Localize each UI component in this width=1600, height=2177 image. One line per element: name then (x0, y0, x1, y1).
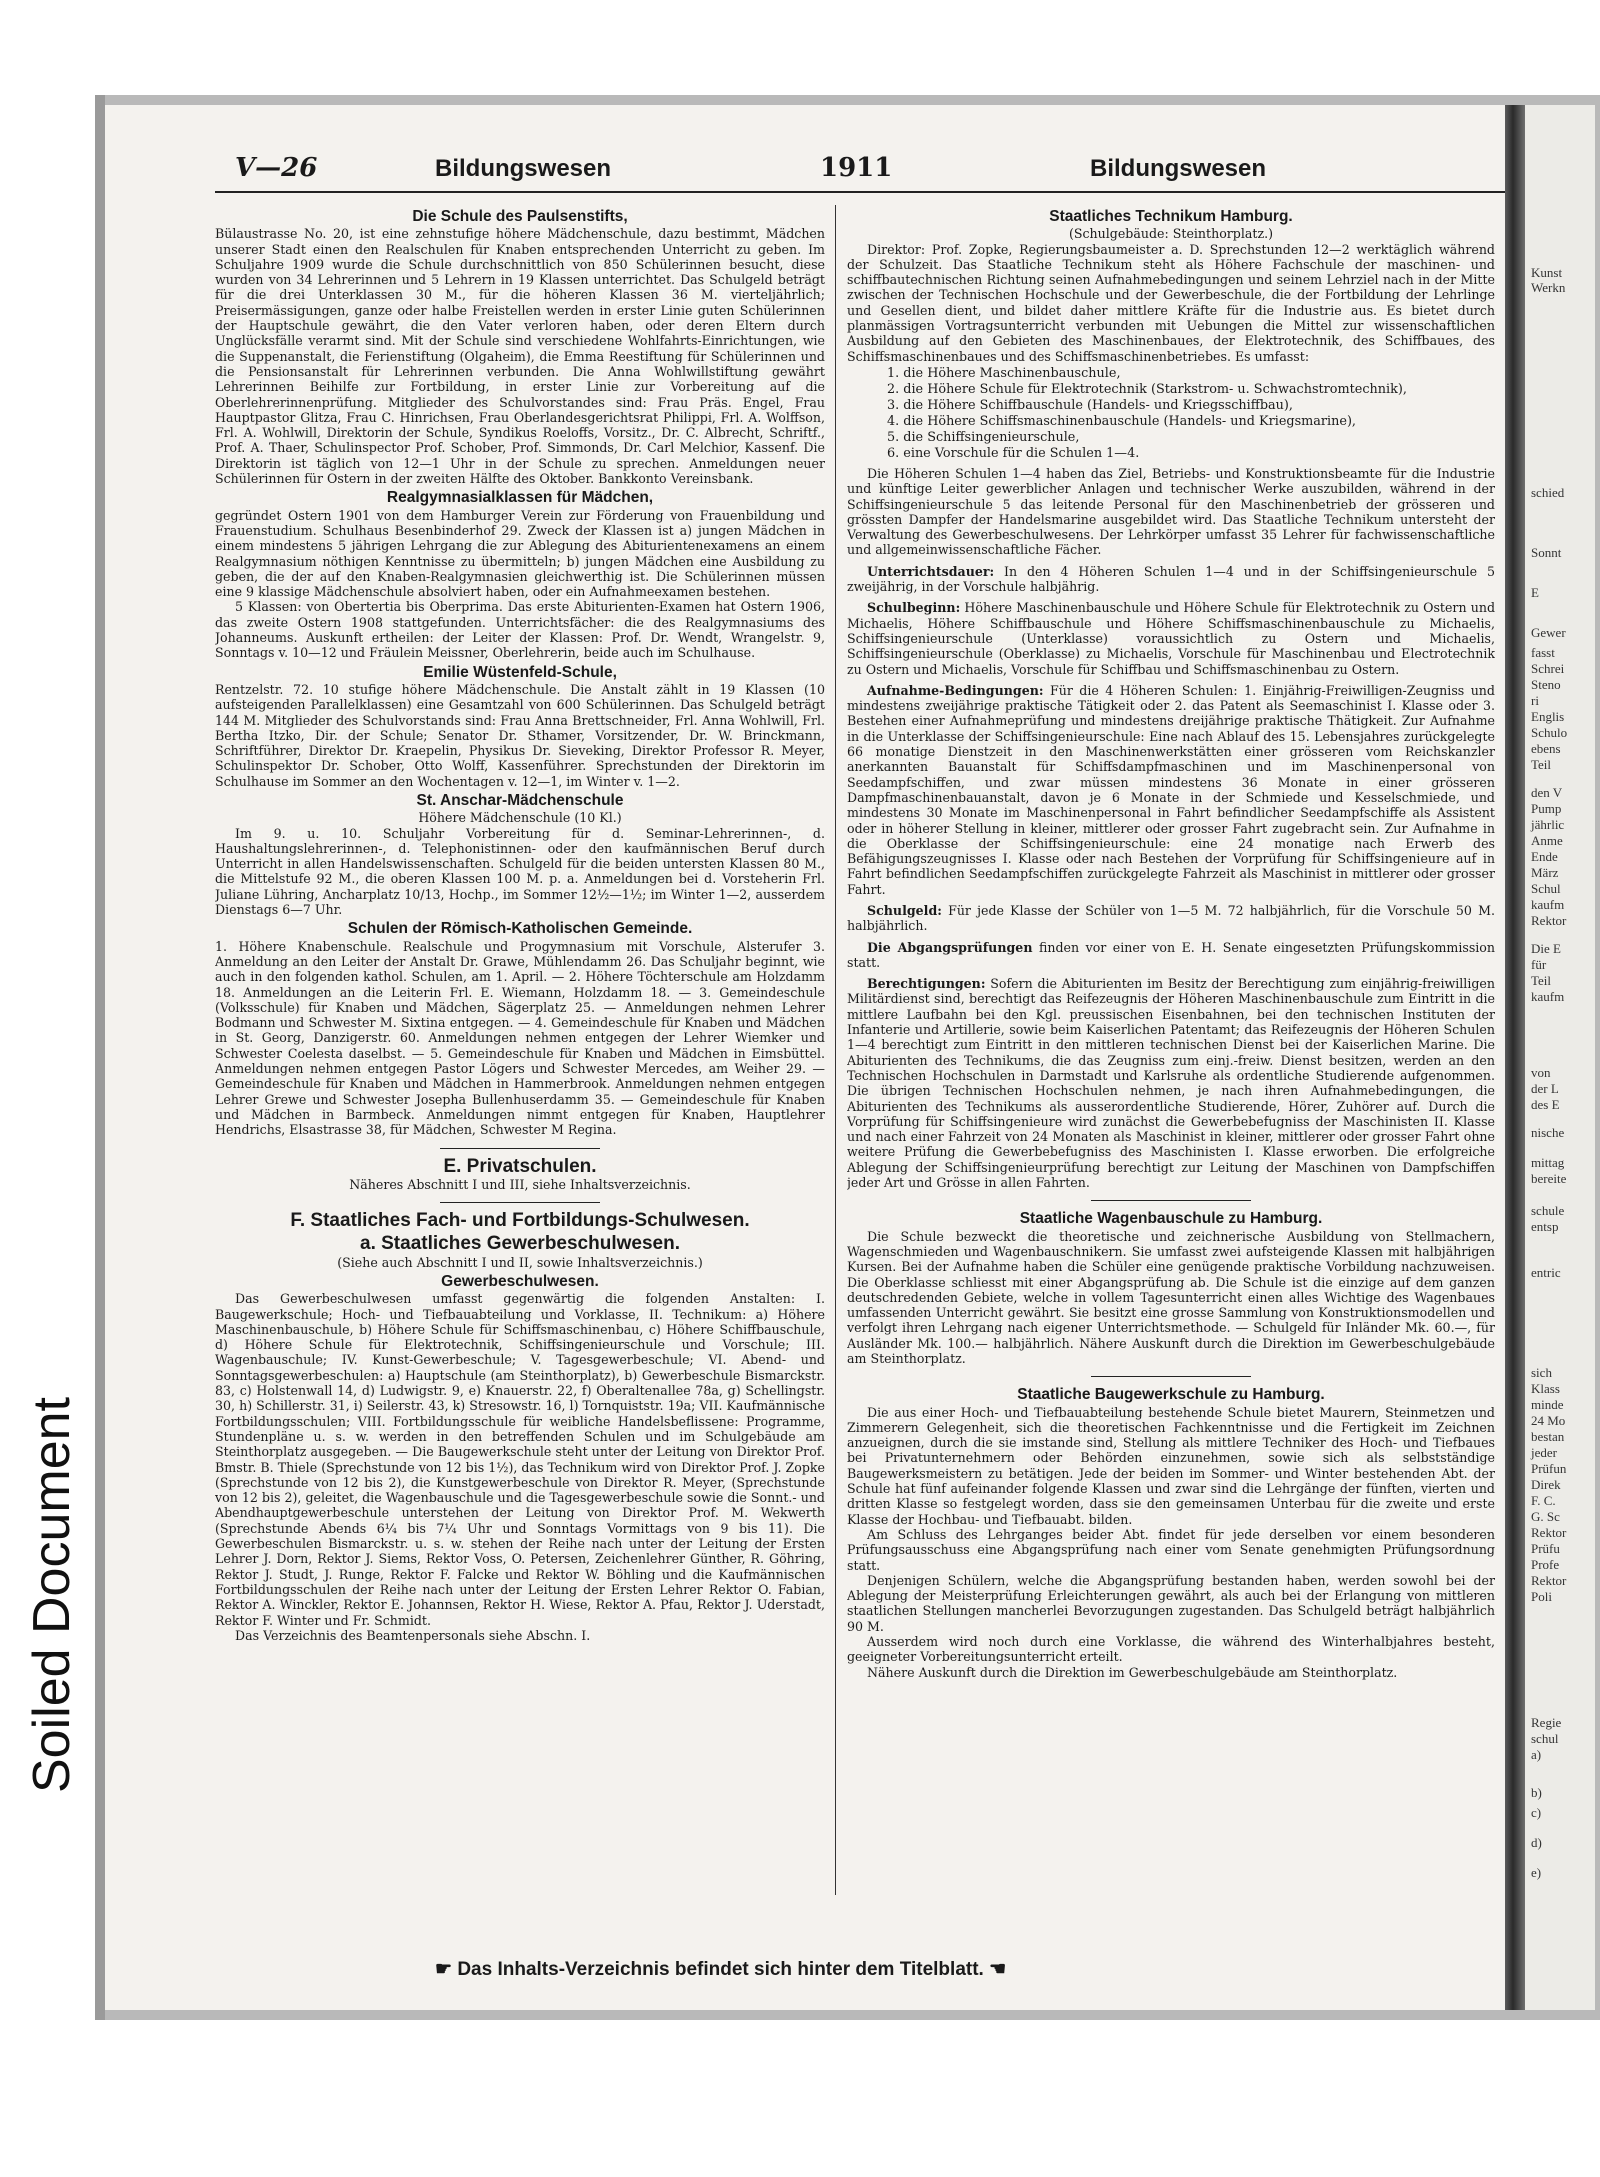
paragraph: 1. Höhere Knabenschule. Realschule und Progymnasium mit Vorschule, Alsterufer 3. Anmeldung an den Leiter der Anstalt Dr. Grawe, Mühlendamm 26. Das Schuljahr beginnt, wie auch in den folgenden kathol. Schulen, am 1. April. — 2. Höhere Töchterschule am Holzdamm 18. Anmeldungen an die Leiterin Frl. E. Wiemann, Holzdamm 18. — 3. Gemeindeschule (Volksschule) für Knaben und Mädchen, Sägerplatz 25. — Anmeldungen nehmen Lehrer Bodmann und Schwester M. Sixtina entgegen. — 4. Gemeindeschule für Knaben und Mädchen in St. Georg, Danzigerstr. 60. Anmeldungen nehmen entgegen der Lehrer Wiemker und Schwester Coelesta daselbst. — 5. Gemeindeschule für Knaben und Mädchen in Eimsbüttel. Anmeldungen nehmen entgegen Pastor Lögers und Schwester Mercedes, am Weiher 29. — Gemeindeschule für Knaben und Mädchen in Hammerbrook. Anmeldungen nehmen entgegen Lehrer Grewe und Schwester Josepha Bullenhuserdamm 35. — Gemeindeschule für Knaben und Mädchen in Barmbeck. Anmeldungen nimmt entgegen für Knaben, Hauptlehrer Hendrichs, Elsastrasse 38, für Mädchen, Schwester M Regina. (215, 938, 825, 1138)
running-title-left: Bildungswesen (435, 155, 612, 182)
adjacent-page-fragment: Gewer (1531, 625, 1566, 640)
paragraph (847, 903, 1495, 934)
adjacent-page-fragment: Poli (1531, 1589, 1552, 1604)
adjacent-page-fragment: jährlic (1531, 817, 1565, 832)
adjacent-page-fragment: Schul (1531, 881, 1561, 896)
section-heading: E. Privatschulen. (443, 1155, 597, 1177)
adjacent-page-fragment: c) (1531, 1805, 1542, 1820)
adjacent-page-fragment: von (1531, 1065, 1551, 1080)
paragraph: Direktor: Prof. Zopke, Regierungsbaumeister a. D. Sprechstunden 12—2 werktäglich während der Schulzeit. Das Staatliche Technikum steht als Höhere Fachschule der maschinen- und schiffbautechnischen Richtung seinen Aufnahmebedingungen und seinem Lehrziel nach in der Mitte zwischen der Technischen Hochschule und der Gewerbeschule, die der Fortbildung der Lehrlinge und Gesellen dient, und bildet daher mittlere Kräfte für die Industrie aus. Es bietet durch planmässigen Vortragsunterricht verbunden mit Uebungen die Mittel zur wissenschaftlichen Ausbildung auf den Gebieten des Maschinenbaues, der Elektrotechnik, des Schiffbaues, des Schiffsmaschinenbaues und des Schiffsmaschinenbetriebes. Es umfasst: (847, 241, 1495, 364)
label: Schulbeginn: (867, 600, 961, 616)
list-item: 6. eine Vorschule für die Schulen 1—4. (887, 445, 1140, 461)
adjacent-page-fragment: minde (1531, 1397, 1564, 1412)
adjacent-page-fragment: März (1531, 865, 1559, 880)
pointing-hand-left-icon: ☛ (435, 1959, 453, 1980)
note: (Siehe auch Abschnitt I und II, sowie Inhaltsverzeichnis.) (337, 1254, 703, 1270)
page-number: V—26 (235, 153, 318, 183)
adjacent-page-fragment: Rektor (1531, 913, 1567, 928)
paragraph: Am Schluss des Lehrganges beider Abt. findet für jede derselben vor einem besonderen Prüfungsausschuss eine Abgangsprüfung nach einer vom Senate genehmigten Prüfungsordnung statt. (847, 1526, 1495, 1573)
text: In den 4 Höheren Schulen 1—4 und in der Schiffsingenieurschule 5 zweijährig, in der Vorschule halbjährig. (847, 563, 1495, 595)
section-title: Staatliche Baugewerkschule zu Hamburg. (1017, 1386, 1325, 1404)
paragraph: Bülaustrasse No. 20, ist eine zehnstufige höhere Mädchenschule, dazu bestimmt, Mädchen unserer Stadt einen den Realschulen für Knaben entsprechenden Unterricht zu geben. Im Schuljahre 1909 wurde die Schule durchschnittlich von 850 Schülerinnen besucht, diese wurden von 34 Lehrerinnen und 5 Lehrern in 19 Klassen unterrichtet. Das Schulgeld beträgt für die drei Unterklassen 30 M., für die höheren Klassen 36 M. vierteljährlich; Preisermässigungen, ganze oder halbe Freistellen werden in erster Linie guten Schülerinnen der Hauptschule gewährt, die den Vater verloren haben, oder deren Eltern durch Unglücksfälle verarmt sind. Mit der Schule sind verschiedene Wohlfahrts-Einrichtungen, wie die Suppenanstalt, die Ferienstiftung (Olgaheim), die Emma Reestiftung für Schülerinnen und die Pensionsanstalt für Lehrerinnen verbunden. Die Anna Wohlwillstiftung gewährt Lehrerinnen Beihilfe zur Fortbildung, in erster Linie zur Vorbereitung auf die Oberlehrerinnenprüfung. Mitglieder des Schulvorstandes sind: Frau Präs. Engel, Frau Hauptpastor Glitza, Frau C. Hinrichsen, Frau Oberlandesgerichtsrat Philippi, Frl. A. Wolffson, Frl. A. Wohlwill, Direktorin der Schule, Syndikus Roeloffs, Vorsitz., Dr. C. Albrecht, Schriftf., Prof. A. Thaer, Schulinspector Prof. Schober, Prof. Simmonds, Dr. Carl Melchior, Kassenf. Die Direktorin ist täglich von 12—1 Uhr in der Schule zu sprechen. Anmeldungen neuer Schülerinnen für Ostern in der zweiten Hälfte des Oktober. Bankkonto Vereinsbank. (215, 226, 825, 487)
adjacent-page-fragment: d) (1531, 1835, 1542, 1850)
adjacent-page-fragment: ebens (1531, 741, 1561, 756)
adjacent-page-fragment: Englis (1531, 709, 1565, 724)
right-column (847, 205, 1495, 1980)
section-title: Schulen der Römisch-Katholischen Gemeinde. (347, 920, 693, 938)
divider (440, 1148, 600, 1149)
adjacent-page-fragment: Teil (1531, 757, 1552, 772)
footer-text: Das Inhalts-Verzeichnis befindet sich hinter dem Titelblatt. (457, 1959, 984, 1980)
paragraph: Nähere Auskunft durch die Direktion im Gewerbeschulgebäude am Steinthorplatz. (867, 1664, 1398, 1680)
adjacent-page-fragment: bereite (1531, 1171, 1567, 1186)
paragraph: Rentzelstr. 72. 10 stufige höhere Mädchenschule. Die Anstalt zählt in 19 Klassen (10 aufsteigenden Parallelklassen) eine Gesamtzahl von 600 Schülerinnen. Das Schulgeld beträgt 144 M. Mitglieder des Schulvorstands sind: Frau Anna Brettschneider, Frl. Anna Wohlwill, Frl. Bertha Itzko, Dir. der Schule; Senator Dr. Sthamer, Vorsitzender, Dr. W. Brinckmann, Schriftführer, Direktor Dr. Kraepelin, Physikus Dr. Sieveking, Direktor Professor R. Meyer, Schulinspektor Dr. Schober, Otto Wolff, Kassenführer. Sprechstunden der Direktorin im Schulhause im Sommer an den Wochentagen v. 12—1, im Winter v. 1—2. (215, 681, 825, 789)
adjacent-page-fragment: b) (1531, 1785, 1542, 1800)
paragraph: Denjenigen Schülern, welche die Abgangsprüfung bestanden haben, werden sowohl bei der Ablegung der Meisterprüfung Erleichterungen gewährt, als auch bei der Erlangung von mittleren staatlichen Stellungen mancherlei Bevorzugungen zugestanden. Das Schulgeld beträgt halbjährlich 90 M. (847, 1572, 1495, 1634)
adjacent-page-fragment: schied (1531, 485, 1565, 500)
text: finden vor einer von E. H. Senate eingesetzten Prüfungskommission statt. (847, 939, 1495, 970)
list-item: 5. die Schiffsingenieurschule, (887, 429, 1080, 445)
divider (1091, 1200, 1251, 1201)
adjacent-page-fragment: Klass (1531, 1381, 1560, 1396)
section-title: Staatliche Wagenbauschule zu Hamburg. (1019, 1210, 1323, 1228)
stamp-text: Soiled Document (23, 1397, 81, 1793)
label: Berechtigungen: (867, 976, 986, 992)
section-title: St. Anschar-Mädchenschule (416, 791, 624, 809)
paragraph: Die Schule bezweckt die theoretische und zeichnerische Ausbildung von Stellmachern, Wagenschmieden und Wagenbauschnikern. Sie umfasst zwei aufsteigende Klassen mit halbjährigen Kursen. Bei der Aufnahme haben die Schüler eine genügende praktische Vorbildung nachzuweisen. Die Oberklasse schliesst mit einer Abgangsprüfung ab. Die Schule ist die einzige auf dem ganzen deutschredenden Gebiete, welche in vollem Tagesunterricht einen alles Wichtige des Wagenbaues umfassenden Unterricht gewährt. Sie besitzt eine grosse Sammlung von Konstruktionsmodellen und verfolgt ihren Lehrgang nach eigener Unterrichtsmethode. — Schulgeld für Inländer Mk. 60.—, für Ausländer Mk. 100.— halbjährlich. Nähere Auskunft durch die Direktion im Gewerbeschulgebäude am Steinthorplatz. (847, 1228, 1495, 1366)
section-title: Realgymnasialklassen für Mädchen, (386, 489, 654, 507)
adjacent-page-fragment: Profe (1531, 1557, 1560, 1572)
list-item: 2. die Höhere Schule für Elektrotechnik (Starkstrom- u. Schwachstromtechnik), (887, 381, 1407, 397)
adjacent-page-fragment: entsp (1531, 1219, 1559, 1234)
adjacent-page-fragment: 24 Mo (1531, 1413, 1566, 1428)
paragraph (847, 564, 1495, 595)
adjacent-page-fragment: Anme (1531, 833, 1563, 848)
left-column (215, 205, 825, 1980)
paragraph (847, 683, 1495, 897)
adjacent-page-fragment: sich (1531, 1365, 1552, 1380)
running-title-right: Bildungswesen (1090, 155, 1267, 182)
adjacent-page-fragment: Schrei (1531, 661, 1565, 676)
adjacent-page-fragment: bestan (1531, 1429, 1565, 1444)
text: Höhere Maschinenbauschule und Höhere Schule für Elektrotechnik zu Ostern und Michaelis, Höhere Schiffbauschule und Höhere Schiffsmaschinenbauschule zu Michaelis, Schiffsingenieurschule (Unterklasse) voraussichtlich zu Ostern und Michaelis, Schiffsingenieurschule (Oberklasse) zu Michaelis, Vorschule für Maschinenbau und Electrotechnik zu Ostern und Michaelis, Vorschule für Schiffbau und Schiffsmaschinenbau zu Ostern. (847, 600, 1495, 677)
adjacent-page-fragment: Kunst (1531, 265, 1563, 280)
adjacent-page-fragment: E (1531, 585, 1539, 600)
adjacent-page-fragment: a) (1531, 1747, 1542, 1762)
adjacent-page-fragment: kaufm (1531, 897, 1565, 912)
adjacent-page-fragment: Regie (1531, 1715, 1562, 1730)
section-title: Gewerbeschulwesen. (441, 1273, 599, 1290)
text: Sofern die Abiturienten im Besitz der Berechtigung zum einjährig-freiwilligen Militärdienst sind, berechtigt das Reifezeugnis der Höheren Maschinenbauschule zum Eintritt in die mittlere Laufbahn bei den Kgl. preussischen Eisenbahnen, bei den technischen Instituten der Infanterie und Artillerie, sowie beim Kaiserlichen Patentamt; das Reifezeugnis der Höheren Schulen 1—4 berechtigt zum Eintritt in den mittleren technischen Dienst bei der Kaiserlichen Marine. Die Abiturienten des Technikums, die das Zeugniss zum einj.-freiw. Dienst besitzen, werden an den Technischen Hochschulen in Darmstadt und Karlsruhe als ordentliche Studierende aufgenommen. Die übrigen Technischen Hochschulen nehmen, je nach ihren Aufnahmebedingungen, die Abiturienten des Technikums als ausserordentliche Studierende, Hörer, Zuhörer auf. Durch die Vorprüfung für Schiffsingenieure wird zunächst die Gewerbebefugniss der Maschinisten II. Klasse und nach einer Fahrzeit von 24 Monaten als Maschinist in kleiner, mittlerer oder grosser Fahrt ohne weitere Prüfung die Gewerbebefugniss des Maschinisten I. Klasse erworben. Die erfolgreiche Ablegung der Schiffsingenieurprüfung berechtigt zur Leitung der Maschinen von Dampfschiffen jeder Art und Grösse in allen Fahrten. (847, 976, 1495, 1191)
adjacent-page-fragment: Prüfun (1531, 1461, 1567, 1476)
adjacent-page-fragment: für (1531, 957, 1547, 972)
section-title: Emilie Wüstenfeld-Schule, (423, 663, 617, 681)
paragraph: Das Gewerbeschulwesen umfasst gegenwärtig die folgenden Anstalten: I. Baugewerkschule; Hoch- und Tiefbauabteilung und Vorklasse, II. Technikum: a) Höhere Maschinenbauschule, b) Höhere Schule für Schiffsmaschinenbau, c) Höhere Schiffbauschule, d) Höhere Schule für Elektrotechnik, Schiffsingenieurschule und Vorschule; III. Wagenbauschule; IV. Kunst-Gewerbeschule; V. Tagesgewerbeschule; VI. Abend- und Sonntagsgewerbeschulen: a) Hauptschule (am Steinthorplatz), b) Gewerbeschule Bismarckstr. 83, c) Holstenwall 14, d) Ludwigstr. 9, e) Knauerstr. 22, f) Oberaltenallee 78a, g) Schellingstr. 30, h) Schillerstr. 31, i) Seilerstr. 43, k) Stresowstr. 16, l) Tornquiststr. 19a; VII. Kaufmännische Fortbildungsschulen; VIII. Fortbildungsschule für weibliche Handelsbeflissene: Programme, Stundenpläne u. s. w. werden in den betreffenden Schulen und im Schulgebäude am Steinthorplatz ausgegeben. — Die Baugewerkschule steht unter der Leitung von Direktor Prof. Bmstr. B. Thiele (Sprechstunde von 12 bis 1½), das Technikum wird von Direktor Prof. J. Zopke (Sprechstunde von 12 bis 2), die Kunstgewerbeschule von Direktor R. Meyer, (Sprechstunde von 12 bis 2), geleitet, die Wagenbauschule und die Tagesgewerbeschule sowie die Sonnt.- und Abendhauptgewerbeschule unterstehen der Leitung von Direktor Prof. M. Wekwerth (Sprechstunde Abends 6¼ bis 7¼ Uhr und Sonntags Vormittags von 9 bis 11). Die Gewerbeschulen Bismarckstr. u. s. w. stehen der Reihe nach unter der Leitung der Ersten Lehrer J. Dorn, Rektor J. Siems, Rektor Voss, O. Petersen, Zeichenlehrer Günther, R. Göhring, Rektor J. Studt, J. Runge, Rektor F. Falcke und Rektor W. Böhling und die Kaufmännischen Fortbildungsschulen der Reihe nach unter der Leitung der Ersten Lehrer Rektor O. Fabian, Rektor A. Winckler, Rektor E. Johannsen, Rektor H. Wiese, Rektor A. Pfau, Rektor J. Uderstadt, Rektor F. Winter und Fr. Schmidt. (215, 1291, 825, 1628)
subtitle: Höhere Mädchenschule (10 Kl.) (418, 810, 622, 826)
pointing-hand-right-icon: ☚ (989, 1959, 1007, 1980)
paragraph: Im 9. u. 10. Schuljahr Vorbereitung für d. Seminar-Lehrerinnen-, d. Haushaltungslehrerinnen-, d. Telephonistinnen- oder den kaufmännischen Beruf durch Unterricht in allen Handelswissenschaften. Schulgeld für die beiden untersten Klassen 80 M., die Mittelstufe 92 M., die oberen Klassen 100 M. p. a. Anmeldungen bei d. Vorsteherin Frl. Juliane Lühring, Ancharplatz 10/13, Hochp., im Sommer 12½—1½; im Winter 1—2, ausserdem Dienstags 6—7 Uhr. (215, 825, 825, 918)
adjacent-page-fragment: der L (1531, 1081, 1559, 1096)
adjacent-page-fragment: jeder (1531, 1445, 1557, 1460)
label: Die Abgangsprüfungen (867, 939, 1033, 955)
list-item: 3. die Höhere Schiffbauschule (Handels- und Kriegsschiffbau), (887, 397, 1293, 413)
adjacent-page-fragment: mittag (1531, 1155, 1565, 1170)
label: Aufnahme-Bedingungen: (867, 682, 1044, 698)
paragraph (847, 600, 1495, 676)
adjacent-page-fragment: Sonnt (1531, 545, 1562, 560)
footer-note (435, 1958, 1435, 1981)
divider (1091, 1376, 1251, 1377)
paragraph (847, 976, 1495, 1190)
paragraph: gegründet Ostern 1901 von dem Hamburger Verein zur Förderung von Frauenbildung und Frauenstudium. Schulhaus Besenbinderhof 29. Zweck der Klassen ist a) jungen Mädchen in einem mindestens 5 jährigen Lehrgang die zur Ablegung des Abiturientenexamens an einem Realgymnasium nöthigen Kenntnisse zu übermitteln; b) jungen Mädchen eine Ausbildung zu geben, die der auf den Knaben-Realgymnasien gleichwerthig ist. Die Schülerinnen müssen eine 9 klassige Mädchenschule absolviert haben, oder ein Aufnahmeexamen bestehen. (215, 507, 825, 600)
paragraph: 5 Klassen: von Obertertia bis Oberprima. Das erste Abiturienten-Examen hat Ostern 1906, das zweite Ostern 1908 stattgefunden. Unterrichtsfächer: die des Realgymnasiums des Johanneums. Auskunft ertheilen: der Leiter der Klassen: Prof. Dr. Wendt, Wrangelstr. 9, Sonntags v. 10—12 und Fräulein Meissner, Oberlehrerin, beide auch im Schulhause. (215, 599, 825, 661)
header-rule (215, 191, 1505, 193)
list-item: 4. die Höhere Schiffsmaschinenbauschule (Handels- und Kriegsmarine), (887, 413, 1357, 429)
paragraph: Näheres Abschnitt I und III, siehe Inhaltsverzeichnis. (349, 1176, 691, 1192)
adjacent-page-fragment: F. C. (1531, 1493, 1556, 1508)
paragraph: Die Höheren Schulen 1—4 haben das Ziel, Betriebs- und Konstruktionsbeamte für die Industrie und künftige Leiter gewerblicher Anlagen und technischer Werke auszubilden, während in der Schiffsingenieurschule 5 das leitende Personal für den Maschinenbetrieb der grösseren und grössten Dampfer der Handelsmarine ausgebildet wird. Das Staatliche Technikum untersteht der Verwaltung des Gewerbeschulwesens. Der Lehrkörper umfasst 35 Lehrer für fachwissenschaftliche und allgemeinwissenschaftliche Fächer. (847, 465, 1495, 558)
text: Für jede Klasse der Schüler von 1—5 M. 72 halbjährlich, für die Vorschule 50 M. halbjährlich. (847, 902, 1495, 934)
page-header (105, 153, 1495, 193)
adjacent-page-fragment: e) (1531, 1865, 1542, 1880)
paragraph: Die aus einer Hoch- und Tiefbauabteilung bestehende Schule bietet Maurern, Steinmetzen und Zimmerern Gelegenheit, sich die theoretischen Fachkenntnisse und die Fertigkeit im Zeichnen anzueignen, durch die sie imstande sind, Stellung als mittlere Techniker des Hoch- und Tiefbaues bei Privatunternehmern oder Behörden einzunehmen, sowie sich als selbstständige Baugewerksmeistern zu betätigen. Jede der beiden im Sommer- und Winter bestehenden Abt. der Schule hat fünf aufeinander folgende Klassen und zwar sind die Lehrgänge der fünften, vierten und dritten Klasse so festgelegt worden, dass sie den gemeinsamen Unterbau für die zweite und erste Klasse der Hochbau- und Tiefbauabt. bilden. (847, 1404, 1495, 1527)
adjacent-page-fragment: schul (1531, 1731, 1559, 1746)
adjacent-page-fragment: Prüfu (1531, 1541, 1560, 1556)
adjacent-page-fragment: ri (1531, 693, 1539, 708)
adjacent-page-fragment: Rektor (1531, 1573, 1567, 1588)
soiled-document-stamp (12, 1345, 92, 1845)
list-item: 1. die Höhere Maschinenbauschule, (887, 365, 1121, 381)
adjacent-page-fragment: schule (1531, 1203, 1565, 1218)
adjacent-page-fragment: Die E (1531, 941, 1561, 956)
section-heading: F. Staatliches Fach- und Fortbildungs-Schulwesen. (290, 1210, 750, 1232)
adjacent-page-fragment: Werkn (1531, 280, 1566, 295)
subtitle: (Schulgebäude: Steinthorplatz.) (1068, 226, 1274, 242)
scan-frame (95, 95, 1600, 2020)
adjacent-page-fragment: Schulo (1531, 725, 1568, 740)
section-title: Die Schule des Paulsenstifts, (412, 208, 628, 225)
adjacent-page-fragment: G. Sc (1531, 1509, 1560, 1524)
adjacent-page-fragment: Pump (1531, 801, 1562, 816)
section-title: Staatliches Technikum Hamburg. (1049, 208, 1293, 225)
adjacent-page-fragment: Direk (1531, 1477, 1561, 1492)
adjacent-page-fragment: nische (1531, 1125, 1565, 1140)
book-page (105, 105, 1595, 2010)
text: Für die 4 Höheren Schulen: 1. Einjährig-Freiwilligen-Zeugniss und mindestens zweijährige praktische Tätigkeit oder 2. das Patent als Seemaschinist I. Klasse oder 3. Bestehen einer Aufnahmeprüfung und mindestens dreijährige praktische Thätigkeit. Zur Aufnahme in die Unterklasse der Schiffsingenieurschule: Eine nach Ablauf des 15. Lebensjahres zurückgelegte 66 monatige Dienstzeit in den Maschinenwerkstätten einer grösseren vom Reichskanzler anerkannten Bauanstalt für Schiffsdampfmaschinen und im Maschinenpersonal von Seedampfschiffen, und zwar müssen mindestens 36 Monate in einer grösseren Dampfmaschinenbauanstalt, davon je 6 Monate in der Schmiede und Kesselschmiede, und mindestens 30 Monate im Maschinenpersonal in Fahrt befindlicher Seedampfschiffe als Assistent oder in höherer Stellung in kleiner, mittlerer oder grosser Fahrt zugebracht sein. Zur Aufnahme in die Oberklasse der Schiffsingenieurschule: eine 24 monatige nach Erwerb des Befähigungszeugnisses I. Klasse oder nach Bestehen der Vorprüfung für Schiffsingenieure auf in Fahrt befindlichen Seedampfschiffen zurückgelegte Fahrzeit als Maschinist in mittlerer oder grosser Fahrt. (847, 682, 1495, 897)
adjacent-page-fragment: entric (1531, 1265, 1561, 1280)
adjacent-page-fragment: des E (1531, 1097, 1560, 1112)
label: Unterrichtsdauer: (867, 563, 995, 579)
adjacent-page-fragment: fasst (1531, 645, 1555, 660)
divider (440, 1202, 600, 1203)
paragraph: Ausserdem wird noch durch eine Vorklasse, die während des Winterhalbjahres besteht, geeigneter Vorbereitungsunterricht erteilt. (847, 1634, 1495, 1665)
adjacent-page-fragment: den V (1531, 785, 1563, 800)
adjacent-page-fragment: Ende (1531, 849, 1558, 864)
scan-border (95, 95, 105, 2020)
paragraph (847, 940, 1495, 971)
column-divider (835, 205, 836, 1895)
adjacent-page-fragment: Teil (1531, 973, 1552, 988)
school-list (887, 366, 1495, 462)
adjacent-page-edge (1525, 105, 1595, 2010)
year: 1911 (820, 153, 893, 183)
section-heading: a. Staatliches Gewerbeschulwesen. (360, 1233, 680, 1255)
book-gutter (1505, 105, 1525, 2010)
adjacent-page-fragment: Rektor (1531, 1525, 1567, 1540)
adjacent-page-fragment: Steno (1531, 677, 1561, 692)
label: Schulgeld: (867, 902, 942, 918)
adjacent-page-fragment: kaufm (1531, 989, 1565, 1004)
paragraph: Das Verzeichnis des Beamtenpersonals siehe Abschn. I. (235, 1627, 591, 1643)
